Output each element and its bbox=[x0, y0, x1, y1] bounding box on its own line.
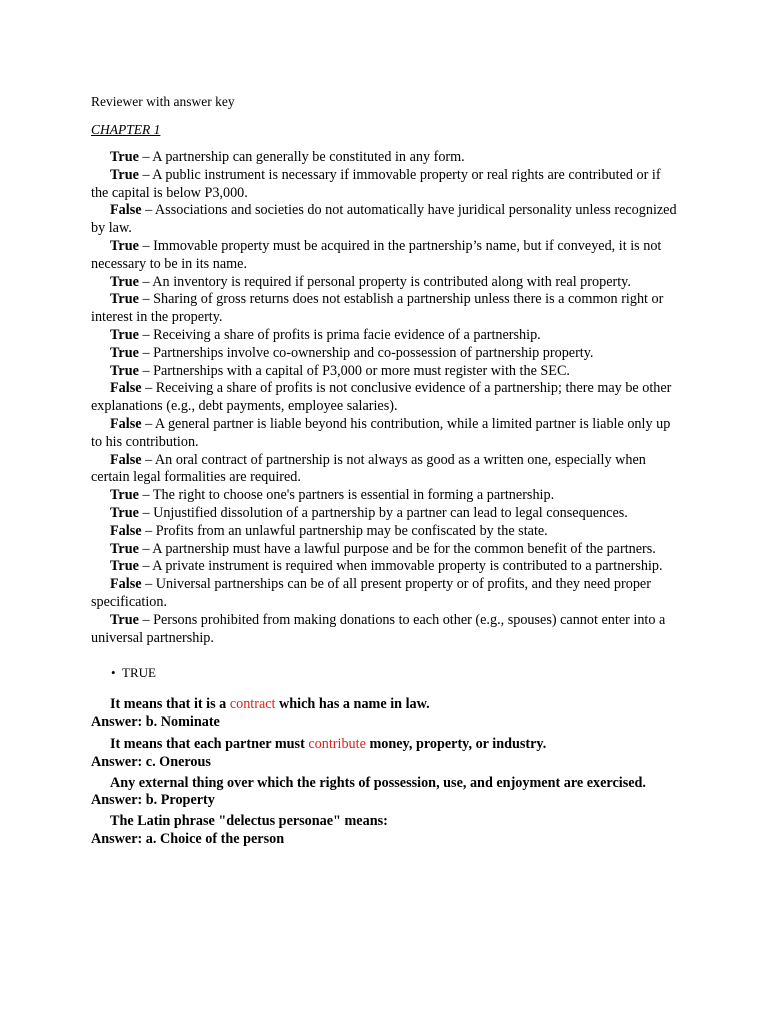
statement-text: – Receiving a share of profits is not conclusive evidence of a partnership; there may be other explanations (e.g., debt payments, employee salaries). bbox=[91, 380, 672, 415]
statement-text: – An inventory is required if personal property is contributed along with real property. bbox=[138, 273, 631, 290]
question-block bbox=[91, 813, 681, 849]
statement-label: True bbox=[110, 344, 139, 361]
statement-label: False bbox=[110, 415, 142, 432]
question-text bbox=[91, 696, 681, 714]
statement-text: – Profits from an unlawful partnership may be confiscated by the state. bbox=[141, 522, 548, 539]
statement-text: – Partnerships with a capital of P3,000 or more must register with the SEC. bbox=[138, 362, 570, 379]
statement-item bbox=[91, 612, 681, 648]
statement-item bbox=[91, 541, 681, 559]
statement-text: – Associations and societies do not automatically have juridical personality unless recognized by law. bbox=[91, 202, 677, 237]
statement-item bbox=[91, 363, 681, 381]
statement-item bbox=[91, 274, 681, 292]
chapter-heading: CHAPTER 1 bbox=[91, 122, 161, 137]
statement-label: True bbox=[110, 611, 139, 628]
statement-label: True bbox=[110, 362, 139, 379]
question-part: money, property, or industry. bbox=[365, 735, 547, 752]
question-part: which has a name in law. bbox=[275, 696, 430, 713]
statement-text: – An oral contract of partnership is not always as good as a written one, especially when certain legal formalities are required. bbox=[91, 451, 646, 486]
statement-label: False bbox=[110, 202, 142, 219]
question-block bbox=[91, 736, 681, 772]
document-body bbox=[91, 93, 681, 849]
question-highlight: contract bbox=[229, 696, 276, 713]
statement-item bbox=[91, 576, 681, 612]
question-highlight: contribute bbox=[308, 735, 366, 752]
answer-text: Answer: b. Nominate bbox=[91, 714, 220, 731]
statement-label: True bbox=[110, 504, 139, 521]
statement-label: True bbox=[110, 291, 139, 308]
statement-label: False bbox=[110, 576, 142, 593]
statement-item bbox=[91, 167, 681, 203]
statement-item bbox=[91, 345, 681, 363]
statement-label: True bbox=[110, 273, 139, 290]
statement-label: True bbox=[110, 237, 139, 254]
statement-label: True bbox=[110, 326, 139, 343]
answer-text: Answer: a. Choice of the person bbox=[91, 830, 285, 847]
statement-item bbox=[91, 523, 681, 541]
statement-text: – Unjustified dissolution of a partnership by a partner can lead to legal consequences. bbox=[138, 504, 628, 521]
statement-text: – A general partner is liable beyond his contribution, while a limited partner is liable only up to his contribution. bbox=[91, 415, 671, 450]
statement-label: False bbox=[110, 451, 142, 468]
statement-item bbox=[91, 487, 681, 505]
statement-label: False bbox=[110, 380, 142, 397]
statement-item bbox=[91, 558, 681, 576]
statement-item bbox=[91, 416, 681, 452]
question-part: It means that each partner must bbox=[110, 735, 309, 752]
question-text bbox=[91, 775, 681, 793]
statement-label: True bbox=[110, 149, 139, 165]
question-block bbox=[91, 775, 681, 811]
statement-label: False bbox=[110, 522, 142, 539]
statement-label: True bbox=[110, 558, 139, 575]
answer-text: Answer: b. Property bbox=[91, 792, 215, 809]
statement-text: – Partnerships involve co-ownership and co-possession of partnership property. bbox=[138, 344, 594, 361]
question-text bbox=[91, 736, 681, 754]
question-part: Any external thing over which the rights of possession, use, and enjoyment are exercised. bbox=[110, 774, 646, 791]
statement-item bbox=[91, 291, 681, 327]
statement-text: – A partnership can generally be constituted in any form. bbox=[138, 149, 465, 165]
statement-item bbox=[91, 452, 681, 488]
bullet-item bbox=[91, 664, 681, 681]
statement-item bbox=[91, 505, 681, 523]
statement-text: – Receiving a share of profits is prima facie evidence of a partnership. bbox=[138, 326, 541, 343]
statement-text: – Immovable property must be acquired in the partnership’s name, but if conveyed, it is not necessary to be in its name. bbox=[91, 237, 662, 272]
statement-text: – A public instrument is necessary if immovable property or real rights are contributed or if the capital is below P3,000. bbox=[91, 166, 661, 201]
question-answer-list bbox=[91, 696, 681, 848]
statement-item bbox=[91, 202, 681, 238]
statement-label: True bbox=[110, 166, 139, 183]
statement-label: True bbox=[110, 487, 139, 504]
statement-label: True bbox=[110, 540, 139, 557]
question-part: It means that it is a bbox=[110, 696, 230, 713]
bullet-icon: • bbox=[111, 665, 116, 681]
answer-text: Answer: c. Onerous bbox=[91, 753, 211, 770]
statement-text: – A private instrument is required when immovable property is contributed to a partnership. bbox=[138, 558, 663, 575]
bullet-text: TRUE bbox=[122, 665, 156, 681]
statement-item bbox=[91, 238, 681, 274]
statement-item bbox=[91, 327, 681, 345]
question-block bbox=[91, 696, 681, 732]
statement-item bbox=[91, 149, 681, 167]
statement-text: – Sharing of gross returns does not establish a partnership unless there is a common right or interest in the property. bbox=[91, 291, 664, 326]
statement-text: – A partnership must have a lawful purpose and be for the common benefit of the partners. bbox=[138, 540, 656, 557]
document-title: Reviewer with answer key bbox=[91, 94, 235, 109]
true-false-list bbox=[91, 149, 681, 647]
statement-item bbox=[91, 380, 681, 416]
statement-text: – Persons prohibited from making donations to each other (e.g., spouses) cannot enter into a universal partnership. bbox=[91, 611, 666, 646]
question-text bbox=[91, 813, 681, 831]
statement-text: – The right to choose one's partners is essential in forming a partnership. bbox=[138, 487, 555, 504]
question-part: The Latin phrase "delectus personae" means: bbox=[110, 813, 388, 830]
statement-text: – Universal partnerships can be of all present property or of profits, and they need proper specification. bbox=[91, 576, 651, 610]
